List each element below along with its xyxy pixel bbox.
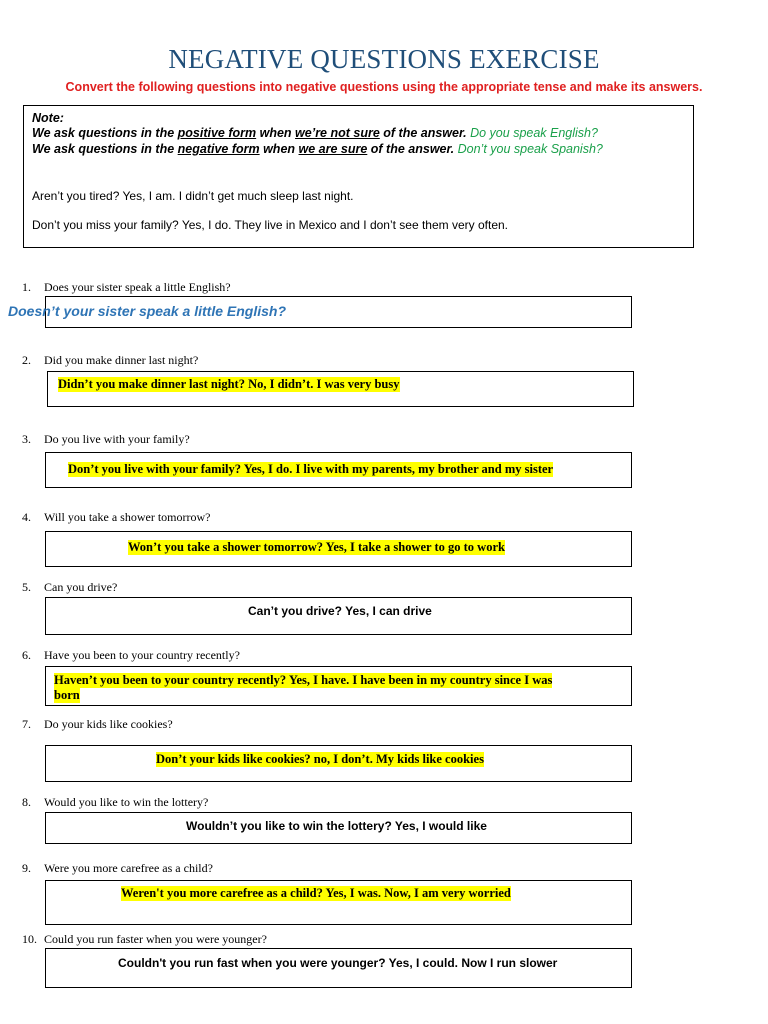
answer-2: Didn’t you make dinner last night? No, I didn’t. I was very busy [58,377,400,391]
answer-9: Weren't you more carefree as a child? Yes, I was. Now, I am very worried [121,886,511,900]
answer-6-line-2: born [54,688,80,702]
question-7: 7. Do your kids like cookies? [22,717,173,731]
answer-box-7[interactable] [45,745,632,782]
answer-box-6[interactable] [45,666,632,706]
answer-10: Couldn't you run fast when you were younger? Yes, I could. Now I run slower [118,956,558,970]
example-positive: Do you speak English? [470,126,598,140]
answer-box-4[interactable] [45,531,632,567]
answer-box-9[interactable] [45,880,632,925]
question-4: 4. Will you take a shower tomorrow? [22,510,211,524]
question-8: 8. Would you like to win the lottery? [22,795,209,809]
note-example-2: Don’t you miss your family? Yes, I do. They live in Mexico and I don’t see them very often. [32,218,509,232]
answer-7: Don’t your kids like cookies? no, I don’t. My kids like cookies [156,752,484,766]
answer-5: Can’t you drive? Yes, I can drive [248,604,432,618]
note-line-positive: We ask questions in the positive form when we’re not sure of the answer. Do you speak English? [32,126,598,140]
instructions: Convert the following questions into negative questions using the appropriate tense and make its answers. [65,80,703,94]
question-9: 9. Were you more carefree as a child? [22,861,213,875]
answer-4: Won’t you take a shower tomorrow? Yes, I take a shower to go to work [128,540,505,554]
question-2: 2. Did you make dinner last night? [22,353,199,367]
note-example-1: Aren’t you tired? Yes, I am. I didn’t get much sleep last night. [32,189,354,203]
question-3: 3. Do you live with your family? [22,432,190,446]
question-10: 10. Could you run faster when you were younger? [22,932,267,946]
note-heading: Note: [32,111,64,125]
answer-box-5[interactable] [45,597,632,635]
answer-3: Don’t you live with your family? Yes, I do. I live with my parents, my brother and my sister [68,462,554,476]
question-5: 5. Can you drive? [22,580,118,594]
page-title: NEGATIVE QUESTIONS EXERCISE [168,44,600,74]
answer-box-10[interactable] [45,948,632,988]
answer-6-line-1: Haven’t you been to your country recently? Yes, I have. I have been in my country since I was [54,673,553,687]
example-negative: Don’t you speak Spanish? [457,142,603,156]
answer-8: Wouldn’t you like to win the lottery? Yes, I would like [186,819,487,833]
question-1: 1. Does your sister speak a little English? [22,280,231,294]
answer-box-8[interactable] [45,812,632,844]
answer-1: Doesn’t your sister speak a little English? [8,303,286,319]
answer-box-2[interactable] [47,371,634,407]
note-line-negative: We ask questions in the negative form when we are sure of the answer. Don’t you speak Spanish? [32,142,603,156]
question-6: 6. Have you been to your country recently? [22,648,240,662]
note-box [23,105,694,248]
answer-box-3[interactable] [45,452,632,488]
